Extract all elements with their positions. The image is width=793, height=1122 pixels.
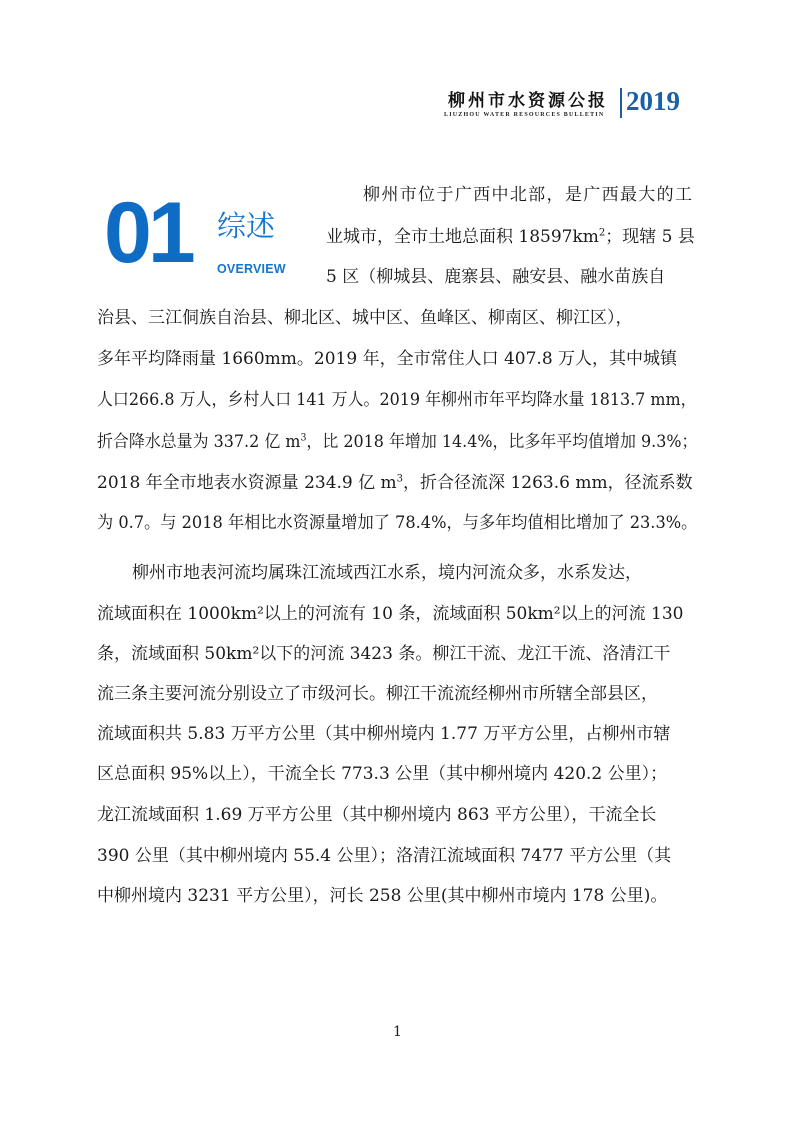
bulletin-year: 2019 <box>626 86 680 116</box>
paragraph2-line: 流域面积共 5.83 万平方公里（其中柳州境内 1.77 万平方公里，占柳州市辖 <box>97 724 671 744</box>
paragraph1-line: 5 区（柳城县、鹿寨县、融安县、融水苗族自 <box>326 267 666 287</box>
bulletin-subtitle: LIUZHOU WATER RESOURCES BULLETIN <box>444 112 605 118</box>
paragraph2-line: 中柳州境内 3231 平方公里），河长 258 公里(其中柳州市境内 178 公里)。 <box>97 886 668 906</box>
paragraph2-line: 龙江流域面积 1.69 万平方公里（其中柳州境内 863 平方公里），干流全长 <box>97 805 657 825</box>
paragraph2-line: 390 公里（其中柳州境内 55.4 公里）；洛清江流域面积 7477 平方公里（其 <box>97 846 672 866</box>
paragraph1-line: 治县、三江侗族自治县、柳北区、城中区、鱼峰区、柳南区、柳江区）， <box>97 308 633 328</box>
paragraph1-line: 折合降水总量为 337.2 亿 $m^3$，比 2018 年增加 14.4%，比多年平均值增加 9.3%； <box>97 432 698 452</box>
paragraph1-line: 柳州市位于广西中北部，是广西最大的工 <box>363 185 692 205</box>
chapter-title: 综述 <box>217 209 276 243</box>
paragraph2-line: 区总面积 95%以上），干流全长 773.3 公里（其中柳州境内 420.2 公里）； <box>97 764 668 784</box>
chapter-number: 01 <box>104 185 192 281</box>
paragraph1-line: 2018 年全市地表水资源量 234.9 亿 $m^3$，折合径流深 1263.6 mm，径流系数 <box>97 473 693 493</box>
paragraph2-line: 柳州市地表河流均属珠江流域西江水系，境内河流众多，水系发达， <box>132 563 642 583</box>
page-number: 1 <box>393 1024 402 1040</box>
paragraph1-line: 业城市，全市土地总面积 $18597km^2$；现辖 5 县 <box>326 227 695 247</box>
paragraph1-line: 为 0.7。与 2018 年相比水资源量增加了 78.4%，与多年均值相比增加了 23.3%。 <box>97 513 698 533</box>
paragraph1-line: 人口266.8 万人，乡村人口 141 万人。2019 年柳州市年平均降水量 1813.7 mm， <box>97 390 697 410</box>
chapter-subtitle: OVERVIEW <box>217 262 286 276</box>
paragraph2-line: 流域面积在 1000km²以上的河流有 10 条，流域面积 50km²以上的河流 130 <box>97 604 684 624</box>
bulletin-header <box>440 84 690 124</box>
paragraph2-line: 条，流域面积 50km²以下的河流 3423 条。柳江干流、龙江干流、洛清江干 <box>97 644 671 664</box>
header-divider <box>620 88 622 118</box>
paragraph2-line: 流三条主要河流分别设立了市级河长。柳江干流流经柳州市所辖全部县区， <box>97 684 658 704</box>
bulletin-title: 柳州市水资源公报 <box>448 91 608 111</box>
paragraph1-line: 多年平均降雨量 1660mm。2019 年，全市常住人口 407.8 万人，其中城镇 <box>97 349 678 369</box>
